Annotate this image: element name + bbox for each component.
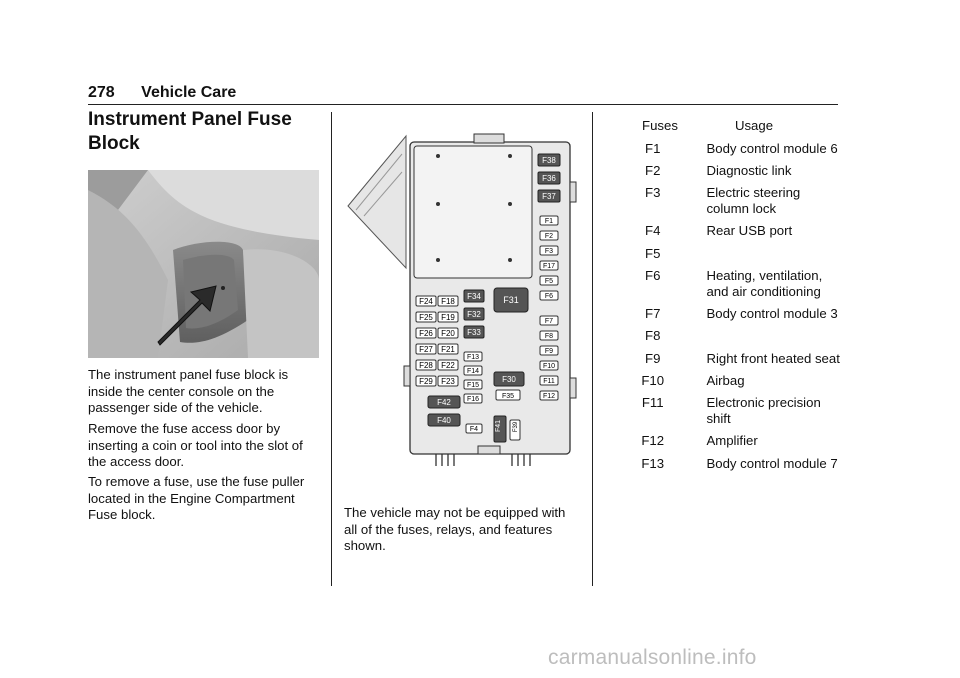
page-header [88, 84, 236, 102]
fuse-group-mid-large [464, 290, 484, 338]
fuse-label-f35: F35 [501, 393, 515, 400]
fuse-label: F12 [542, 393, 556, 400]
table-row [608, 246, 840, 263]
table-row [608, 456, 840, 473]
fuse-label: F5 [544, 278, 554, 285]
table-row [608, 373, 840, 390]
fuse-label: F38 [542, 156, 556, 165]
fuse-usage: Right front heated seat [706, 350, 840, 366]
section-title: Vehicle Care [141, 84, 237, 101]
fuse-id: F5 [645, 245, 661, 261]
fuse-label-f39: F39 [513, 421, 519, 433]
fuse-label: F34 [467, 292, 481, 301]
fuse-id: F10 [641, 372, 665, 388]
table-header [608, 118, 840, 135]
fuse-label-f30: F30 [502, 375, 516, 384]
fuse-usage: Body control module 7 [706, 455, 838, 471]
header-rule [88, 104, 838, 105]
fuse-label-f4: F4 [469, 426, 479, 433]
table-row [608, 185, 840, 218]
fuse-usage: Amplifier [706, 433, 758, 449]
fuse-label: F2 [544, 233, 554, 240]
fuse-label: F8 [544, 333, 554, 340]
fuse-label: F3 [544, 248, 554, 255]
fuse-id: F4 [645, 223, 661, 239]
fuse-usage: Body control module 3 [706, 306, 838, 322]
fuse-label: F22 [441, 361, 455, 370]
fuse-usage: Airbag [706, 372, 745, 388]
fuse-label: F23 [441, 377, 455, 386]
fuse-id: F11 [641, 394, 664, 410]
fuse-id: F9 [645, 350, 661, 366]
fuse-id: F3 [645, 184, 661, 200]
fuse-label: F17 [542, 263, 556, 270]
fuse-label: F15 [466, 382, 480, 389]
table-row [608, 328, 840, 345]
table-row [608, 433, 840, 450]
column-divider-left [331, 112, 332, 586]
fuse-label: F1 [544, 218, 554, 225]
fuse-label: F14 [466, 368, 480, 375]
column-header-fuses: Fuses [642, 118, 678, 133]
fuse-label: F32 [467, 310, 481, 319]
table-row [608, 141, 840, 158]
watermark: carmanualsonline.info [548, 646, 757, 669]
fuse-label: F25 [419, 313, 433, 322]
table-row [608, 163, 840, 180]
fuse-id: F12 [641, 433, 665, 449]
fuse-usage: Heating, ventilation, and air conditioning [706, 267, 823, 300]
fuse-id: F7 [645, 306, 661, 322]
page-title: Instrument Panel Fuse Block [88, 109, 292, 154]
fuse-label-f40: F40 [437, 416, 451, 425]
fuse-usage: Rear USB port [706, 223, 793, 239]
table-row [608, 306, 840, 323]
fuse-label: F18 [441, 297, 455, 306]
fuse-label: F16 [466, 396, 480, 403]
fuse-label: F21 [441, 345, 455, 354]
fuse-label: F6 [544, 293, 554, 300]
fuse-id: F8 [645, 328, 661, 344]
table-row [608, 395, 840, 428]
relay-label: F31 [503, 295, 519, 305]
paragraph-fuse-puller: To remove a fuse, use the fuse puller located in the Engine Compartment Fuse block. [88, 474, 305, 523]
fuse-label: F13 [466, 354, 480, 361]
fuse-usage [691, 328, 840, 345]
fuse-id: F13 [641, 455, 665, 471]
column-header-usage: Usage [734, 118, 774, 133]
fuse-id: F1 [645, 140, 661, 156]
diagram-caption: The vehicle may not be equipped with all of the fuses, relays, and features shown. [344, 505, 566, 554]
paragraph-remove-door: Remove the fuse access door by inserting a coin or tool into the slot of the access door. [88, 421, 303, 470]
fuse-label: F29 [419, 377, 433, 386]
fuse-label: F26 [419, 329, 433, 338]
fuse-usage: Body control module 6 [706, 140, 838, 156]
fuse-label: F33 [467, 328, 481, 337]
fuse-label-f41: F41 [495, 419, 502, 433]
fuse-label: F19 [441, 313, 455, 322]
fuse-usage [691, 246, 840, 263]
table-row [608, 223, 840, 240]
fuse-group-right-top [538, 154, 560, 202]
fuse-label: F36 [542, 174, 556, 183]
fuse-id: F2 [645, 162, 661, 178]
fuse-label: F9 [544, 348, 554, 355]
fuse-label: F27 [419, 345, 433, 354]
fuse-usage: Diagnostic link [706, 162, 792, 178]
fuse-label: F28 [419, 361, 433, 370]
fuse-label: F37 [542, 192, 556, 201]
fuse-label: F11 [543, 378, 555, 385]
fuse-usage-table [608, 118, 840, 478]
fuse-usage: Electronic precision shift [706, 394, 821, 427]
console-photo [88, 170, 319, 358]
paragraph-location: The instrument panel fuse block is inside the center console on the passenger side of the vehicle. [88, 367, 289, 416]
fuse-label: F10 [542, 363, 556, 370]
fuse-label-f42: F42 [437, 398, 451, 407]
fuse-id: F6 [645, 267, 661, 283]
fuse-block-diagram [344, 128, 584, 478]
page-number: 278 [88, 84, 115, 101]
table-row [608, 268, 840, 301]
fuse-label: F7 [544, 318, 554, 325]
fuse-usage: Electric steering column lock [706, 184, 801, 217]
column-divider-right [592, 112, 593, 586]
table-row [608, 351, 840, 368]
fuse-label: F20 [441, 329, 455, 338]
fuse-label: F24 [419, 297, 433, 306]
